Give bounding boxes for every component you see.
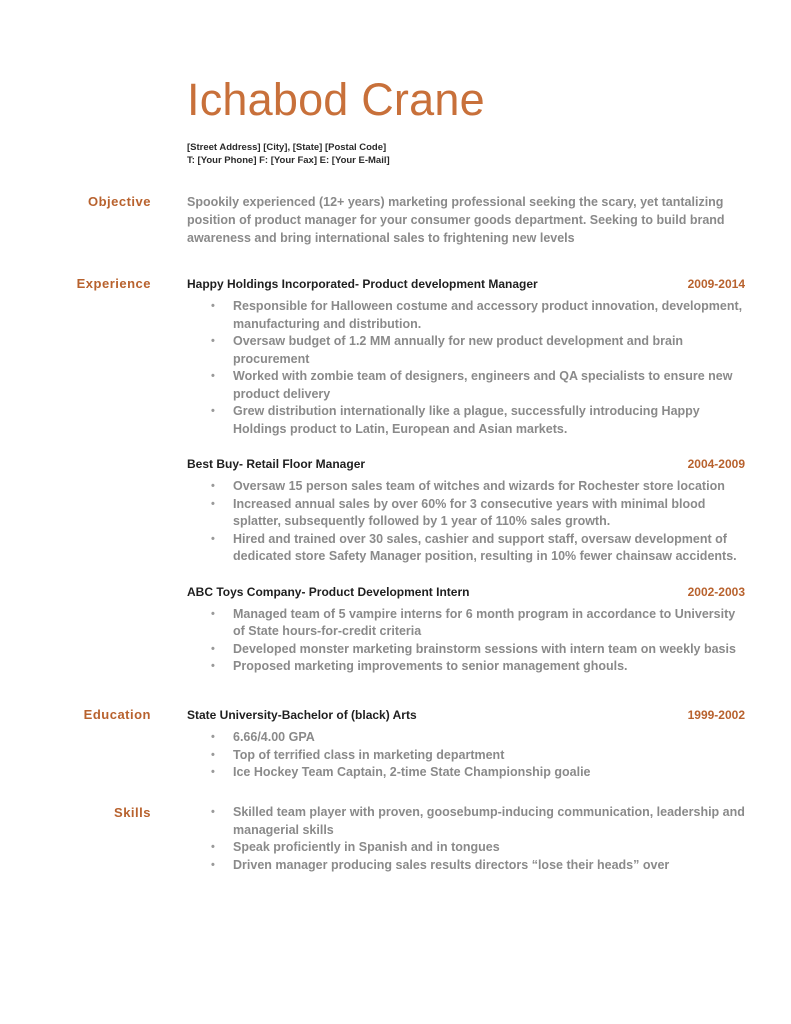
bullet-item: • Skilled team player with proven, goosebump-inducing communication, leadership and managerial skills (233, 804, 747, 839)
education-body (187, 706, 747, 794)
bullet-item: • 6.66/4.00 GPA (233, 729, 747, 747)
job-header (187, 583, 747, 601)
job-bullets (187, 606, 747, 676)
bullet-item: • Increased annual sales by over 60% for 3 consecutive years with minimal blood splatter, subsequently followed by 1 year of 110% sales growth. (233, 496, 747, 531)
education-dates: 1999-2002 (687, 708, 745, 722)
job-dates: 2009-2014 (687, 277, 745, 291)
job-entry (187, 275, 747, 438)
bullet-item: • Worked with zombie team of designers, engineers and QA specialists to ensure new product delivery (233, 368, 747, 403)
address-line: [Street Address] [City], [State] [Postal Code] (187, 142, 387, 153)
education-label: Education (83, 707, 151, 722)
experience-label: Experience (76, 276, 151, 291)
bullet-item: • Responsible for Halloween costume and accessory product innovation, development, manufacturing and distribution. (233, 298, 747, 333)
job-header (187, 275, 747, 293)
job-title: Best Buy- Retail Floor Manager (187, 457, 366, 471)
skills-label: Skills (114, 805, 151, 820)
objective-body (187, 193, 747, 247)
bullet-item: • Developed monster marketing brainstorm sessions with intern team on weekly basis (233, 641, 747, 659)
contact-block (187, 141, 390, 167)
candidate-name: Ichabod Crane (187, 74, 485, 125)
job-bullets (187, 478, 747, 566)
bullet-item: • Top of terrified class in marketing department (233, 747, 747, 765)
bullet-item: • Speak proficiently in Spanish and in tongues (233, 839, 747, 857)
bullet-item: • Driven manager producing sales results directors “lose their heads” over (233, 857, 747, 875)
bullet-item: • Ice Hockey Team Captain, 2-time State Championship goalie (233, 764, 747, 782)
education-bullets (187, 729, 747, 782)
education-entry (187, 706, 747, 782)
job-title: ABC Toys Company- Product Development Intern (187, 584, 470, 599)
job-bullets (187, 298, 747, 438)
skills-bullets (187, 804, 747, 874)
bullet-item: • Grew distribution internationally like a plague, successfully introducing Happy Holdings product to Latin, European and Asian markets. (233, 403, 747, 438)
bullet-item: • Hired and trained over 30 sales, cashier and support staff, oversaw development of dedicated store Safety Manager position, resulting in 10% fewer chainsaw accidents. (233, 531, 747, 566)
job-title: Happy Holdings Incorporated- Product development Manager (187, 277, 538, 291)
job-entry (187, 583, 747, 676)
degree-title: State University-Bachelor of (black) Arts (187, 708, 417, 722)
objective-text: Spookily experienced (12+ years) marketing professional seeking the scary, yet tantalizing position of product manager for your consumer goods department. Seeking to build brand awareness and bring international sales to frightening new levels (187, 195, 725, 245)
bullet-item: • Oversaw budget of 1.2 MM annually for new product development and brain procurement (233, 333, 747, 368)
job-entry (187, 455, 747, 566)
bullet-item: • Oversaw 15 person sales team of witches and wizards for Rochester store location (233, 478, 747, 496)
job-header (187, 455, 747, 473)
objective-label: Objective (87, 194, 151, 209)
education-header (187, 706, 747, 724)
bullet-item: • Managed team of 5 vampire interns for 6 month program in accordance to University of State hours-for-credit criteria (233, 606, 747, 641)
skills-body (187, 804, 747, 874)
bullet-item: • Proposed marketing improvements to senior management ghouls. (233, 658, 747, 676)
job-dates: 2004-2009 (687, 457, 745, 471)
job-dates: 2002-2003 (687, 584, 745, 599)
contact-line: T: [Your Phone] F: [Your Fax] E: [Your E-Mail] (187, 155, 390, 166)
experience-body (187, 275, 747, 688)
